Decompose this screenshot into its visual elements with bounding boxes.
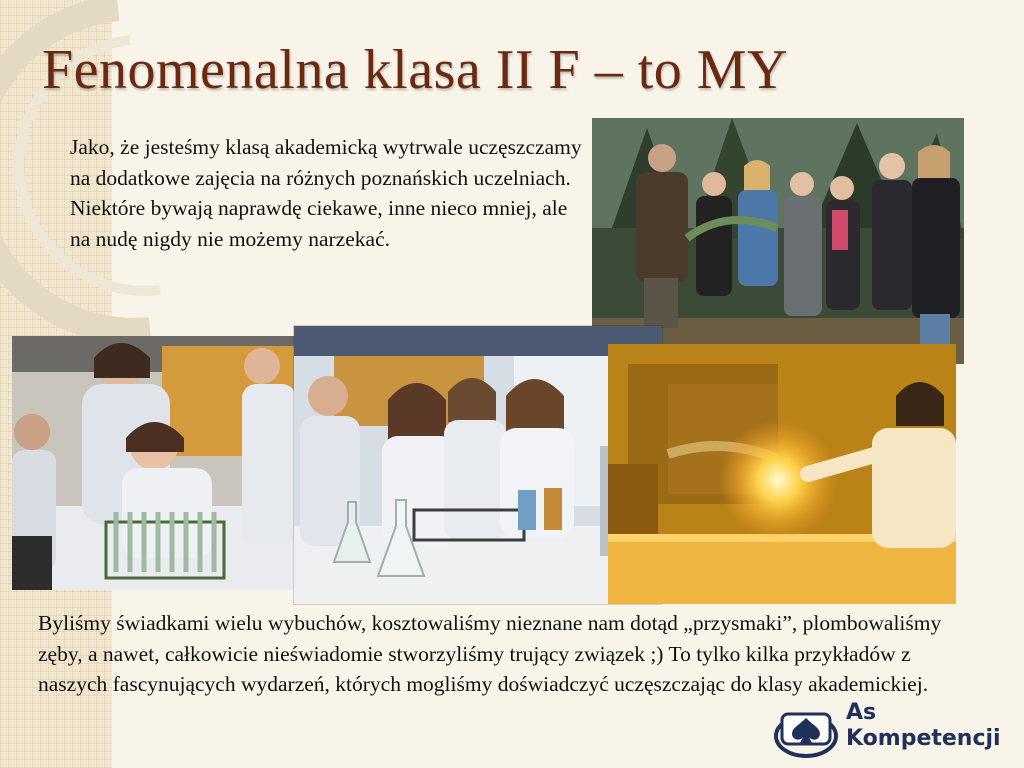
spade-monitor-icon (772, 696, 838, 762)
logo-line-kompetencji: Kompetencji (846, 726, 1001, 751)
logo-line-as: As (846, 700, 877, 725)
lab-photo-students-test-tubes (12, 336, 296, 590)
lab-photo-students-flasks (294, 326, 662, 604)
lab-photo-flame-experiment (608, 344, 956, 604)
as-kompetencji-logo (772, 696, 1020, 762)
slide-title: Fenomenalna klasa II F – to MY (42, 39, 788, 101)
outro-paragraph: Byliśmy świadkami wielu wybuchów, kosztowaliśmy nieznane nam dotąd „przysmaki”, plombowaliśmy zęby, a nawet, całkowicie nieświadomie stworzyliśmy trujący związek ;) To tylko kilka przykładów z naszych fascynujących wydarzeń, których mogliśmy doświadczyć uczęszczając do klasy akademickiej. (38, 611, 942, 696)
intro-paragraph: Jako, że jesteśmy klasą akademicką wytrwale uczęszczamy na dodatkowe zajęcia na różnych poznańskich uczelniach. Niektóre bywają naprawdę ciekawe, inne nieco mniej, ale na nudę nigdy nie możemy narzekać. (70, 135, 582, 251)
logo-text (846, 700, 1001, 752)
